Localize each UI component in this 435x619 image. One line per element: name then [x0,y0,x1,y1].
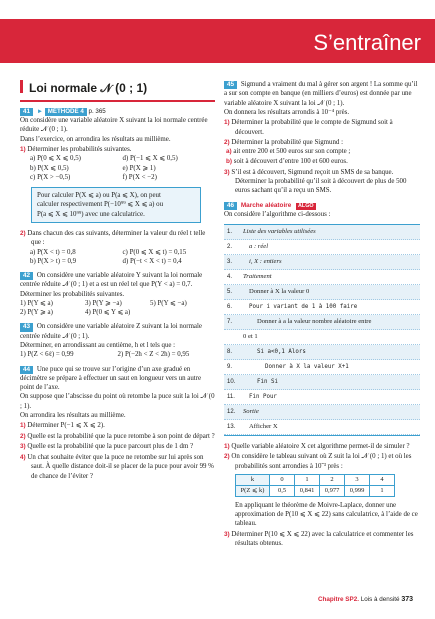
list-item: 5) P(Y ⩽ −a) [150,299,187,307]
method-label[interactable]: MÉTHODE 4 [45,108,87,116]
line-number: 8. [227,348,233,355]
table-cell: 0,977 [320,485,345,496]
algorithm-line [224,405,420,420]
line-text: Donner à a la valeur nombre aléatoire entre [257,317,372,325]
hint-line: Pour calculer P(X ⩽ a) ou P(a ⩽ X), on peut [37,192,161,200]
question-text: Quelle est la probabilité que la puce parcourt plus de 1 dm ? [27,443,194,451]
line-text: Pour i variant de 1 à 100 faire [249,303,358,310]
subquestion-text: soit à découvert d’entre 100 et 600 euros. [233,158,348,166]
exercise-46: 46 Marche aléatoire ALGO On considère l’algorithme ci-dessous : 1. Liste des variables utilisées 2. a : réel 3. i, X : entiers 4. Traitement 5. Donner à X la valeur 0 6. Pour i variant de 1 à 100 faire 7. Donner à a la valeur nombre aléatoire entre 0 et 1 8. Si a<0,1 Alors 9. Donner à X la valeur X+1 10. Fin Si 11. Fin Pour 12. Sortie 13. Afficher X 1) Quelle variable aléatoire X cet algorithme permet-il de simuler ? 2) On considère le tableau suivant où Z suit la loi 𝒩 (0 ; 1) et où les probabilités sont arrondies à 10⁻³ près : k 0 1 2 3 4 P(Z ⩽ k) 0,5 0,841 0,977 0,999 1 En appliquant le théorème de Moivre-Laplace, donner une approximation de P(10 ⩽ X ⩽ 22) sans calculatrice, à l’aide de ce tableau. 3) Déterminer P(10 ⩽ X ⩽ 22) avec la calculatrice et commenter les résultats obtenus. [224,201,420,549]
list-item: 3) P(Y ⩾ −a) [85,299,122,307]
algo-badge: ALGO [298,202,314,209]
algorithm-line [224,375,420,390]
exercise-number: 44 [20,366,33,374]
question-text: Déterminer la probabilité que le compte de Sigmund soit à découvert. [231,119,393,136]
algorithm-line [224,240,420,255]
probability-table [235,474,395,497]
section-divider [20,100,215,102]
item-grid [20,248,215,267]
algorithm-line [224,330,420,345]
question-text: Dans chacun des cas suivants, déterminer la valeur du réel t telle que : [27,229,206,247]
line-number: 7. [227,318,233,325]
line-number: 3. [227,258,233,265]
right-column [224,80,420,549]
question-text: En appliquant le théorème de Moivre-Laplace, donner une approximation de P(10 ⩽ X ⩽ 22) sans calculatrice, à l’aide de ce tableau. [235,501,418,528]
line-text: Fin Si [257,378,278,385]
footer-title: Lois à densité [360,596,400,603]
exercise-instruction: Déterminer les probabilités suivantes. [20,290,125,298]
question-text: Déterminer la probabilité que Sigmund : [231,138,343,146]
list-item: d) P(−1 ⩽ X ⩽ 0,5) [122,155,178,163]
table-cell: 0,841 [295,485,320,496]
table-header: P(Z ⩽ k) [236,485,270,496]
question-text: Un chat souhaite éviter que la puce ne retombe sur lui après son saut. À quelle distance doit-il se placer de la puce pour avoir 99 % de chance de l’éviter ? [27,453,214,480]
table-cell: 0,999 [345,485,370,496]
list-item: 2) P(−2h < Z < 2h) = 0,95 [117,351,190,359]
question-text: Déterminer la probabilité qu’il soit à découvert de plus de 500 euros sachant qu’il a reçu un SMS. [235,178,407,195]
question-text: Déterminer les probabilités suivantes. [27,145,132,153]
algorithm-line [224,420,420,435]
section-title: Loi normale 𝒩 (0 ; 1) [29,81,148,95]
exercise-44: 44 Une puce qui se trouve sur l’origine d’un axe gradué en décimètre se prépare à effectuer un saut en longueur vers un autre point de l’axe. On suppose que l’abscisse du point où retombe la puce suit la loi 𝒩 (0 ; 1). On arrondira les résultats au millième. 1) Déterminer P(−1 ⩽ X ⩽ 2). 2) Quelle est la probabilité que la puce retombe à son point de départ ? 3) Quelle est la probabilité que la puce parcourt plus de 1 dm ? 4) Un chat souhaite éviter que la puce ne retombe sur lui après son saut. À quelle distance doit-il se placer de la puce pour avoir 99 % de chance de l’éviter ? [20,365,215,480]
exercise-42 [20,271,215,317]
line-number: 12. [227,408,236,415]
line-text: Afficher X [249,422,278,430]
line-number [227,330,243,344]
footer-chapter: Chapitre SP2. [318,596,359,603]
hint-box [31,187,201,223]
item-grid [20,299,215,318]
line-number: 2. [227,243,233,250]
exercise-number: 42 [20,272,33,280]
question-text: Déterminer P(10 ⩽ X ⩽ 22) avec la calculatrice et commenter les résultats obtenus. [231,530,414,548]
item-grid [20,154,215,182]
page-title: S’entraîner [313,30,421,55]
line-text: a : réel [249,242,269,250]
exercise-instruction: On donnera les résultats arrondis à 10⁻⁴ près. [224,108,350,116]
line-number: 13. [227,423,236,430]
list-item: b) P(X > t) = 0,9 [30,257,77,265]
list-item: a) P(X < t) = 0,8 [30,248,76,256]
exercise-title: Marche aléatoire [240,201,292,209]
exercise-text: On considère une variable aléatoire Y suivant la loi normale centrée réduite 𝒩 (0 ; 1) et a est un réel tel que P(Y < a) = 0,7. [20,272,203,289]
exercise-instruction: On arrondira les résultats au millième. [20,411,126,419]
section-heading [20,80,215,96]
list-item: c) P(X > −0,5) [30,173,71,181]
exercise-number: 46 [224,202,237,210]
algorithm-line [224,285,420,300]
table-header: k [236,474,270,485]
exercise-text: Sigmund a vraiment du mal à gérer son argent ! La somme qu’il a sur son compte en banque (en milliers d’euros) est donnée par une variable aléatoire X suivant la loi 𝒩 (0 ; 1). [224,81,418,107]
left-column [20,80,215,481]
list-item: e) P(X ⩾ 1) [122,164,156,172]
header-banner [0,19,435,63]
exercise-text: On considère l’algorithme ci-dessous : [224,211,331,219]
table-cell: 1 [370,485,395,496]
line-text: Fin Pour [249,393,277,400]
list-item: 1) P(Y ⩽ a) [20,299,53,307]
list-item: 1) P(Z < 6ℓ) = 0,99 [20,351,74,359]
algorithm-line [224,345,420,360]
algorithm-line [224,360,420,375]
page-number: 373 [401,596,413,603]
exercise-text: Une puce qui se trouve sur l’origine d’un axe gradué en décimètre se prépare à effectuer un saut en longueur vers un autre point de l’axe. [20,365,202,392]
subquestion-text: ait entre 200 et 500 euros sur son compte ; [233,148,351,156]
hint-line: calculer respectivement P(−10⁹⁹ ⩽ X ⩽ a) ou [37,201,164,209]
table-cell: 1 [295,474,320,485]
line-text: Si a<0,1 Alors [257,348,306,355]
exercise-text: On considère une variable aléatoire X suivant la loi normale centrée réduite 𝒩 (0 ; 1). [20,117,208,134]
algorithm-line [224,315,420,330]
exercise-instruction: Dans l’exercice, on arrondira les résultats au millième. [20,135,171,143]
question-text: Quelle variable aléatoire X cet algorithme permet-il de simuler ? [231,442,410,450]
list-item: 4) P(0 ⩽ Y ⩽ a) [85,309,131,317]
list-item: 2) P(Y ⩾ a) [20,309,53,317]
exercise-number: 43 [20,323,33,331]
exercise-instruction: Déterminer, en arrondissant au centième, h et l tels que : [20,342,176,350]
algorithm-line [224,225,420,240]
table-row [236,485,395,496]
question-text: Déterminer P(−1 ⩽ X ⩽ 2). [27,422,105,430]
list-item: d) P(−t < X < t) = 0,4 [122,257,182,265]
table-cell: 2 [320,474,345,485]
method-reference[interactable]: ► MÉTHODE 4 p. 365 [36,107,106,115]
line-text: Donner à X la valeur X+1 [265,363,349,370]
line-text: Sortie [243,407,259,415]
line-text: Liste des variables utilisées [243,227,316,235]
algorithm-line [224,300,420,315]
exercise-43 [20,322,215,359]
line-number: 6. [227,303,233,310]
page-footer [318,595,413,604]
list-item: b) P(X ⩽ 0,5) [30,164,69,172]
exercise-number: 45 [224,81,237,89]
question-text: Quelle est la probabilité que la puce retombe à son point de départ ? [27,432,215,440]
line-text: Traitement [243,272,272,280]
algorithm-block [224,224,420,436]
exercise-number: 41 [20,108,33,116]
line-number: 4. [227,273,233,280]
table-cell: 0 [270,474,295,485]
line-text: Donner à X la valeur 0 [249,287,310,295]
line-number: 10. [227,378,236,385]
list-item: c) P(0 ⩽ X ⩽ t) = 0,15 [122,248,187,256]
item-grid [20,350,215,359]
list-item: a) P(0 ⩽ X ⩽ 0,5) [30,155,81,163]
table-cell: 4 [370,474,395,485]
algorithm-line [224,390,420,405]
method-page: p. 365 [88,107,106,115]
line-number: 5. [227,288,233,295]
list-item: f) P(X < −2) [122,173,157,181]
table-row [236,474,395,485]
line-text: 0 et 1 [243,332,258,340]
line-number: 1. [227,228,233,235]
exercise-45: 45 Sigmund a vraiment du mal à gérer son argent ! La somme qu’il a sur son compte en banque (en milliers d’euros) est donnée par une variable aléatoire X suivant la loi 𝒩 (0 ; 1). On donnera les résultats arrondis à 10⁻⁴ près. 1) Déterminer la probabilité que le compte de Sigmund soit à découvert. 2) Déterminer la probabilité que Sigmund : a) ait entre 200 et 500 euros sur son compte ; b) soit à découvert d’entre 100 et 600 euros. 3) S’il est à découvert, Sigmund reçoit un SMS de sa banque. Déterminer la probabilité qu’il soit à découvert de plus de 500 euros sachant qu’il a reçu un SMS. [224,80,420,196]
table-cell: 3 [345,474,370,485]
question-text: S’il est à découvert, Sigmund reçoit un SMS de sa banque. [231,168,394,176]
line-number: 11. [227,393,235,400]
question-text: On considère le tableau suivant où Z suit la loi 𝒩 (0 ; 1) et où les probabilités sont arrondies à 10⁻³ près : [231,453,412,470]
table-cell: 0,5 [270,485,295,496]
algorithm-line [224,255,420,270]
exercise-41: 41 ► MÉTHODE 4 p. 365 On considère une variable aléatoire X suivant la loi normale centrée réduite 𝒩 (0 ; 1). Dans l’exercice, on arrondira les résultats au millième. 1) Déterminer les probabilités suivantes. a) P(0 ⩽ X ⩽ 0,5) d) P(−1 ⩽ X ⩽ 0,5) b) P(X ⩽ 0,5) e) P(X ⩾ 1) c) P(X > −0,5) f) P(X < −2) Pour calculer P(X ⩽ a) ou P(a ⩽ X), on peut calculer respectivement P(−10⁹⁹ ⩽ X ⩽ a) ou P(a ⩽ X ⩽ 10⁹⁹) avec une calculatrice. 2) Dans chacun des cas suivants, déterminer la valeur du réel t telle que : a) P(X < t) = 0,8 c) P(0 ⩽ X ⩽ t) = 0,15 b) P(X > t) = 0,9 d) P(−t < X < t) = 0,4 [20,107,215,266]
exercise-text: On suppose que l’abscisse du point où retombe la puce suit la loi 𝒩 (0 ; 1). [20,393,215,410]
line-text: i, X : entiers [249,257,282,265]
line-number: 9. [227,363,233,370]
algorithm-line [224,270,420,285]
exercise-text: On considère une variable aléatoire Z suivant la loi normale centrée réduite 𝒩 (0 ; 1). [20,323,202,340]
hint-line: P(a ⩽ X ⩽ 10⁹⁹) avec une calculatrice. [37,210,145,218]
